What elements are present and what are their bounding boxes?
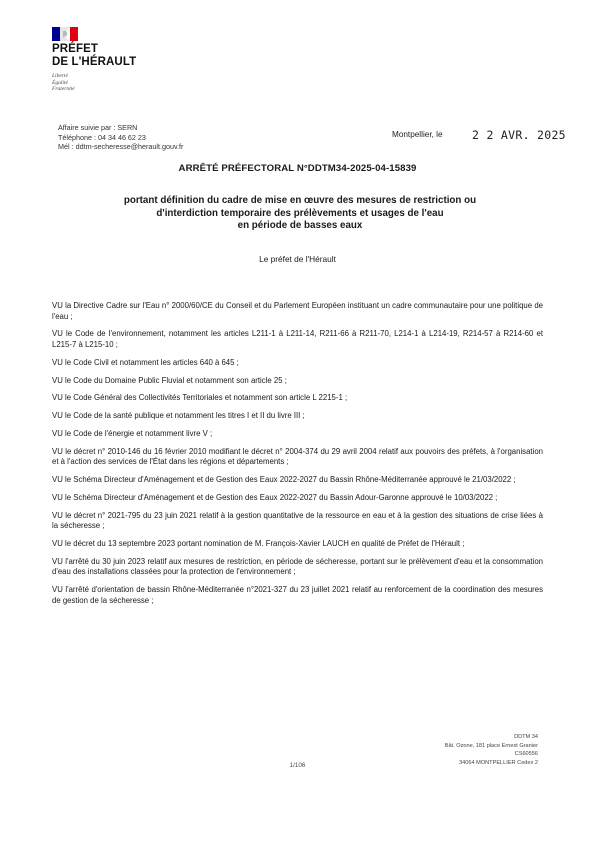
contact-followed-by: Affaire suivie par : SERN [58,123,138,132]
vu-text: le décret n° 2021-795 du 23 juin 2021 relatif à la gestion quantitative de la ressource en eau et à la gestion des situations de crise liées à la sécheresse ; [52,510,544,531]
subtitle-line-1: portant définition du cadre de mise en œuvre des mesures de restriction ou [123,195,477,206]
subtitle-line-3: en période de basses eaux [237,220,363,231]
vu-keyword: VU [52,556,63,566]
vu-paragraph [52,585,543,606]
vu-paragraph [52,301,543,322]
vu-paragraph [52,376,543,387]
vu-paragraph [52,539,543,550]
vu-text: le Code Civil et notamment les articles 640 à 645 ; [65,357,239,367]
vu-keyword: VU [52,428,63,438]
vu-keyword: VU [52,446,63,456]
vu-paragraph [52,447,543,468]
vu-text: le Code de l'énergie et notamment livre V ; [65,428,213,438]
vu-keyword: VU [52,585,63,595]
vu-paragraph [52,475,543,486]
vu-text: le décret du 13 septembre 2023 portant nomination de M. François-Xavier LAUCH en qualité de Préfet de l'Hérault ; [65,538,465,548]
vu-keyword: VU [52,475,63,485]
vu-keyword: VU [52,357,63,367]
vu-text: le décret n° 2010-146 du 16 février 2010 modifiant le décret n° 2004-374 du 29 avril 2004 relatif aux pouvoirs des préfets, à l'organisation et à l'action des services de l'État dans les régions et départements ; [52,446,543,467]
date-stamp: 2 2 AVR. 2025 [472,128,566,142]
marianne-icon [52,27,78,41]
document-subtitle [70,195,530,233]
vu-text: le Code de la santé publique et notamment les titres I et II du livre III ; [65,411,305,421]
vu-text: le Code du Domaine Public Fluvial et notamment son article 25 ; [65,375,287,385]
vu-keyword: VU [52,393,63,403]
vu-text: la Directive Cadre sur l'Eau n° 2000/60/CE du Conseil et du Parlement Européen instituant un cadre communautaire pour une politique de l'eau ; [52,301,544,321]
place-label: Montpellier, le [392,130,443,139]
vu-keyword: VU [52,301,63,310]
vu-keyword: VU [52,492,63,502]
vu-text: le Code Général des Collectivités Territoriales et notamment son article L 2215-1 ; [65,393,348,403]
footer-line-3: CS60556 [514,751,538,758]
page-number: 1/106 [289,762,306,769]
vu-keyword: VU [52,411,63,421]
vu-paragraph [52,329,543,350]
vu-text: le Schéma Directeur d'Aménagement et de Gestion des Eaux 2022-2027 du Bassin Adour-Garonne approuvé le 10/03/2022 ; [65,492,498,502]
org-name-line1: PRÉFET [52,43,98,55]
contact-block [58,123,183,152]
vu-text: l'arrêté du 30 juin 2023 relatif aux mesures de restriction, en période de sécheresse, portant sur le prélèvement d'eau et la consommation d'eau des installations classées pour la protection de l'environnement ; [52,556,544,577]
vu-keyword: VU [52,329,63,339]
vu-list [52,301,543,614]
org-name [52,43,136,69]
footer-line-2: Bât. Ozone, 181 place Ernest Granier [444,742,538,749]
vu-keyword: VU [52,538,63,548]
devise [52,73,75,93]
vu-keyword: VU [52,510,63,520]
vu-paragraph [52,429,543,440]
contact-phone: Téléphone : 04 34 46 62 23 [58,132,146,142]
footer-line-4: 34064 MONTPELLIER Cedex 2 [459,759,538,766]
devise-egalite: Égalité [52,79,68,86]
vu-paragraph [52,393,543,404]
contact-email: Mél : ddtm-secheresse@herault.gouv.fr [58,142,184,151]
devise-fraternite: Fraternité [52,86,75,92]
subtitle-line-2: d'interdiction temporaire des prélèvements et usages de l'eau [156,207,444,219]
vu-text: l'arrêté d'orientation de bassin Rhône-Méditerranée n°2021-327 du 23 juillet 2021 relatif au renforcement de la coordination des mesures de gestion de la sécheresse ; [52,585,543,605]
vu-paragraph [52,358,543,369]
org-name-line2: DE L'HÉRAULT [52,56,137,68]
footer-line-1: DDTM 34 [514,734,538,740]
vu-paragraph [52,493,543,504]
vu-paragraph [52,557,543,578]
prefet-line: Le préfet de l'Hérault [259,254,336,264]
vu-text: le Code de l'environnement, notamment les articles L211-1 à L211-14, R211-66 à R211-70, L214-1 à L214-19, R214-57 à R214-60 et L215-7 à L215-10 ; [52,329,543,349]
vu-paragraph [52,511,543,532]
vu-paragraph [52,411,543,422]
document-title: ARRÊTÉ PRÉFECTORAL N°DDTM34-2025-04-15839 [178,163,417,174]
devise-liberte: Liberté [52,73,68,79]
vu-text: le Schéma Directeur d'Aménagement et de Gestion des Eaux 2022-2027 du Bassin Rhône-Méditerranée approuvé le 21/03/2022 ; [65,475,516,485]
vu-keyword: VU [52,375,63,385]
